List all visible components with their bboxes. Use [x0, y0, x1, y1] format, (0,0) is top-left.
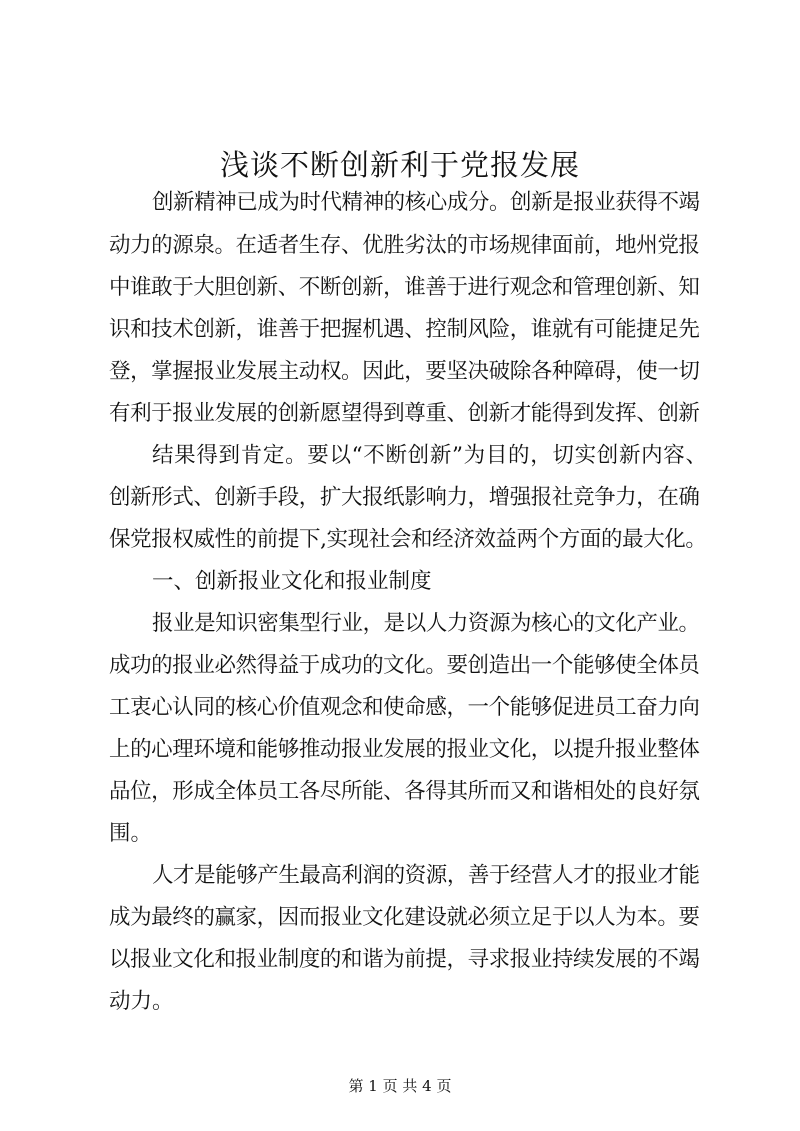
body-line: 创新形式、创新手段，扩大报纸影响力，增强报社竞争力，在确	[109, 485, 700, 510]
body-line: 有利于报业发展的创新愿望得到尊重、创新才能得到发挥、创新	[109, 401, 700, 426]
body-line: 工衷心认同的核心价值观念和使命感，一个能够促进员工奋力向	[109, 695, 700, 720]
body-line: 识和技术创新，谁善于把握机遇、控制风险，谁就有可能捷足先	[109, 317, 700, 342]
section-heading: 一、创新报业文化和报业制度	[152, 569, 432, 594]
body-line: 保党报权威性的前提下,实现社会和经济效益两个方面的最大化。	[109, 527, 707, 552]
body-line: 登，掌握报业发展主动权。因此，要坚决破除各种障碍，使一切	[109, 359, 700, 384]
body-line: 品位，形成全体员工各尽所能、各得其所而又和谐相处的良好氛	[109, 779, 700, 804]
document-title: 浅谈不断创新利于党报发展	[219, 148, 580, 182]
body-line: 报业是知识密集型行业，是以人力资源为核心的文化产业。	[152, 611, 700, 636]
body-line: 围。	[109, 821, 153, 846]
body-line: 中谁敢于大胆创新、不断创新，谁善于进行观念和管理创新、知	[109, 275, 700, 300]
body-line: 成为最终的赢家，因而报业文化建设就必须立足于以人为本。要	[109, 905, 700, 930]
body-line: 创新精神已成为时代精神的核心成分。创新是报业获得不竭	[152, 190, 700, 215]
body-line: 动力的源泉。在适者生存、优胜劣汰的市场规律面前，地州党报	[109, 233, 700, 258]
page-footer: 第 1 页 共 4 页	[348, 1077, 452, 1095]
body-line: 成功的报业必然得益于成功的文化。要创造出一个能够使全体员	[109, 653, 700, 678]
body-line: 动力。	[109, 989, 174, 1014]
body-line: 以报业文化和报业制度的和谐为前提，寻求报业持续发展的不竭	[109, 947, 700, 972]
body-line: 人才是能够产生最高利润的资源，善于经营人才的报业才能	[152, 863, 700, 888]
body-line: 上的心理环境和能够推动报业发展的报业文化，以提升报业整体	[109, 737, 700, 762]
body-line: 结果得到肯定。要以“不断创新”为目的，切实创新内容、	[152, 443, 708, 468]
